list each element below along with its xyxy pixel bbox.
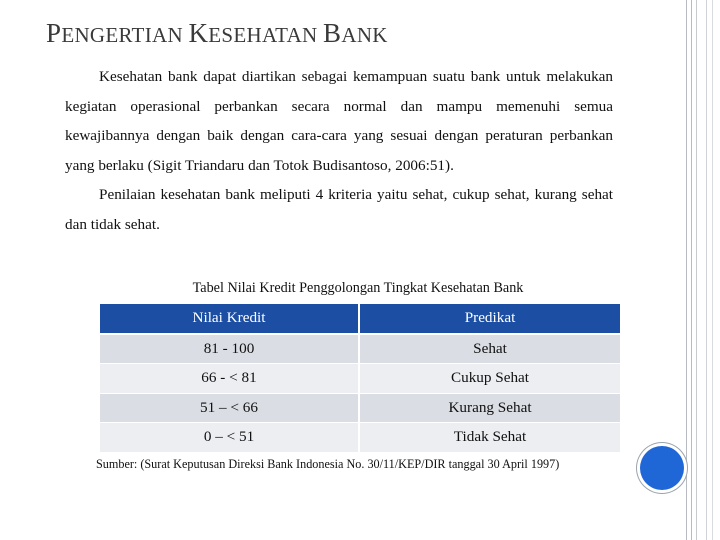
table-caption: Tabel Nilai Kredit Penggolongan Tingkat Kesehatan Bank: [192, 280, 524, 296]
table-row: [100, 364, 620, 394]
source-citation: Sumber: (Surat Keputusan Direksi Bank Indonesia No. 30/11/KEP/DIR tanggal 30 April 1997): [96, 457, 560, 471]
slide-title: PENGERTIAN KESEHATAN BANK: [46, 18, 388, 48]
cell-predikat: Kurang Sehat: [359, 393, 620, 423]
slide-body: [65, 62, 613, 239]
credit-rating-table: [100, 304, 620, 453]
cell-nilai-kredit: 51 – < 66: [100, 393, 359, 423]
header-nilai-kredit: Nilai Kredit: [100, 304, 359, 334]
cell-predikat: Cukup Sehat: [359, 364, 620, 394]
table-row: [100, 423, 620, 453]
paragraph-criteria: Penilaian kesehatan bank meliputi 4 kriteria yaitu sehat, cukup sehat, kurang sehat dan tidak sehat.: [65, 186, 613, 233]
cell-nilai-kredit: 66 - < 81: [100, 364, 359, 394]
table-row: [100, 334, 620, 364]
cell-nilai-kredit: 0 – < 51: [100, 423, 359, 453]
decorative-circle: [640, 446, 684, 490]
header-predikat: Predikat: [359, 304, 620, 334]
cell-predikat: Tidak Sehat: [359, 423, 620, 453]
paragraph-definition: Kesehatan bank dapat diartikan sebagai kemampuan suatu bank untuk melakukan kegiatan operasional perbankan secara normal dan mampu memenuhi semua kewajibannya dengan baik dengan cara-cara yang sesuai dengan peraturan perbankan yang berlaku (Sigit Triandaru dan Totok Budisantoso, 2006:51).: [65, 68, 613, 174]
right-decorative-border: [686, 0, 720, 540]
cell-predikat: Sehat: [359, 334, 620, 364]
table-row: [100, 393, 620, 423]
table-header-row: [100, 304, 620, 334]
cell-nilai-kredit: 81 - 100: [100, 334, 359, 364]
